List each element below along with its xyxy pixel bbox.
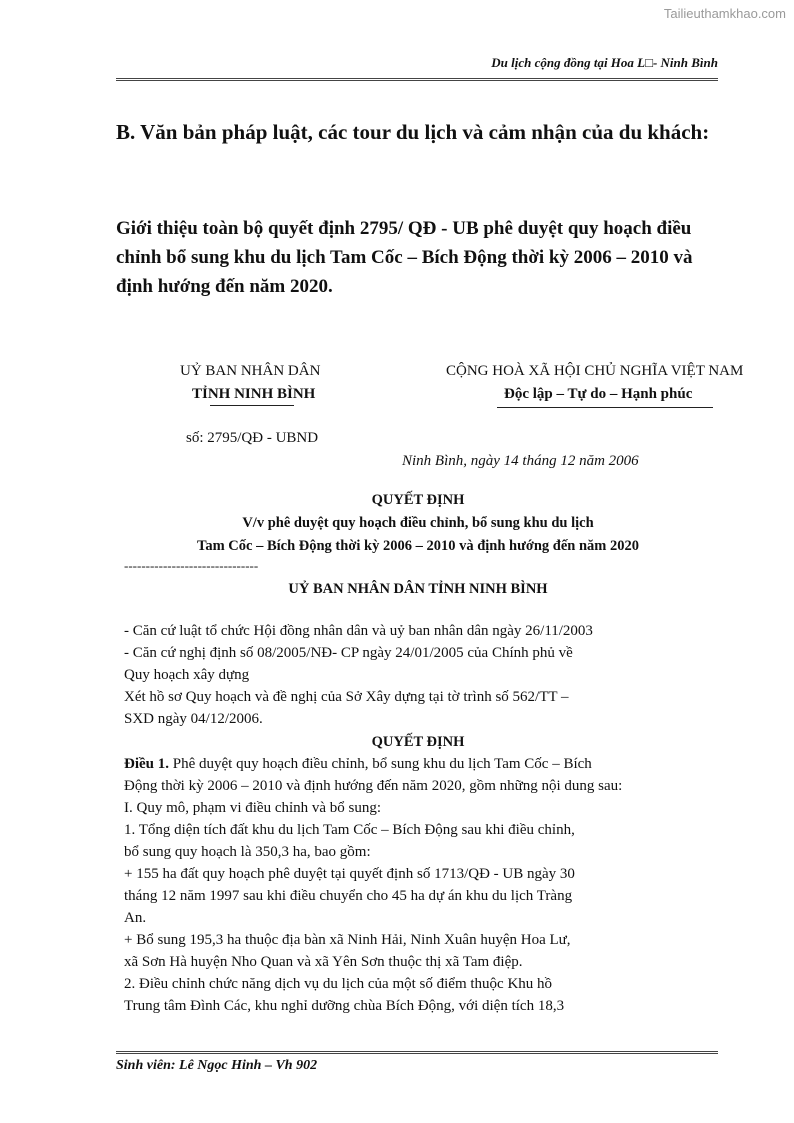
basis-line: - Căn cứ nghị định số 08/2005/NĐ- CP ngày 24/01/2005 của Chính phủ về	[124, 645, 573, 661]
article-line: An.	[124, 910, 147, 926]
article-line: 2. Điều chỉnh chức năng dịch vụ du lịch của một số điểm thuộc Khu hồ	[124, 976, 553, 992]
basis-line: - Căn cứ luật tổ chức Hội đồng nhân dân và uỷ ban nhân dân ngày 26/11/2003	[124, 623, 593, 639]
decision-title: QUYẾT ĐỊNH	[371, 492, 465, 508]
basis-line: Quy hoạch xây dựng	[124, 667, 250, 683]
article-line: Động thời kỳ 2006 – 2010 và định hướng đến năm 2020, gồm những nội dung sau:	[124, 778, 623, 794]
footer-rule	[116, 1051, 718, 1054]
decision-subject-line2: Tam Cốc – Bích Động thời kỳ 2006 – 2010 và định hướng đến năm 2020	[197, 538, 639, 554]
article-line: Trung tâm Đình Các, khu nghỉ dưỡng chùa Bích Động, với diện tích 18,3	[124, 998, 565, 1014]
decides-heading: QUYẾT ĐỊNH	[371, 734, 465, 750]
subsection-heading: Giới thiệu toàn bộ quyết định 2795/ QĐ - UB phê duyệt quy hoạch điều chỉnh bổ sung khu du lịch Tam Cốc – Bích Động thời kỳ 2006 – 2010 và định hướng đến năm 2020.	[116, 218, 693, 297]
left-header-line2: TỈNH NINH BÌNH	[192, 386, 316, 402]
article-line: bổ sung quy hoạch là 350,3 ha, bao gồm:	[124, 844, 371, 860]
article-line: I. Quy mô, phạm vi điều chỉnh và bổ sung:	[124, 800, 382, 816]
right-header-line1: CỘNG HOÀ XÃ HỘI CHỦ NGHĨA VIỆT NAM	[446, 363, 744, 379]
right-header-line2: Độc lập – Tự do – Hạnh phúc	[504, 386, 693, 402]
separator-dashes: -------------------------------	[124, 558, 259, 573]
left-header-underline	[210, 405, 294, 406]
basis-line: SXD ngày 04/12/2006.	[124, 711, 263, 727]
document-number: số: 2795/QĐ - UBND	[186, 430, 319, 446]
article-1-first-line	[124, 756, 592, 773]
article-1-label: Điều 1.	[124, 756, 169, 772]
article-line: + 155 ha đất quy hoạch phê duyệt tại quyết định số 1713/QĐ - UB ngày 30	[124, 866, 575, 882]
right-header-underline	[497, 407, 713, 408]
left-header-line1: UỶ BAN NHÂN DÂN	[180, 363, 321, 379]
article-line: 1. Tổng diện tích đất khu du lịch Tam Cốc – Bích Động sau khi điều chỉnh,	[124, 822, 575, 838]
running-header: Du lịch cộng đồng tại Hoa L□- Ninh Bình	[491, 55, 718, 70]
watermark: Tailieuthamkhao.com	[663, 6, 786, 21]
article-line: + Bổ sung 195,3 ha thuộc địa bàn xã Ninh Hải, Ninh Xuân huyện Hoa Lư,	[124, 932, 571, 948]
article-1-text: Phê duyệt quy hoạch điều chỉnh, bổ sung khu du lịch Tam Cốc – Bích	[169, 756, 592, 772]
footer-author: Sinh viên: Lê Ngọc Hinh – Vh 902	[116, 1058, 318, 1073]
decision-subject-line1: V/v phê duyệt quy hoạch điều chỉnh, bổ sung khu du lịch	[242, 515, 594, 531]
section-heading: B. Văn bản pháp luật, các tour du lịch và cảm nhận của du khách:	[116, 120, 710, 144]
article-line: tháng 12 năm 1997 sau khi điều chuyển cho 45 ha dự án khu du lịch Tràng	[124, 888, 573, 904]
issuer-heading: UỶ BAN NHÂN DÂN TỈNH NINH BÌNH	[288, 581, 548, 597]
basis-line: Xét hồ sơ Quy hoạch và đề nghị của Sở Xây dựng tại tờ trình số 562/TT –	[124, 689, 569, 705]
header-rule	[116, 78, 718, 81]
article-line: xã Sơn Hà huyện Nho Quan và xã Yên Sơn thuộc thị xã Tam điệp.	[124, 954, 523, 970]
document-date: Ninh Bình, ngày 14 tháng 12 năm 2006	[402, 453, 639, 469]
